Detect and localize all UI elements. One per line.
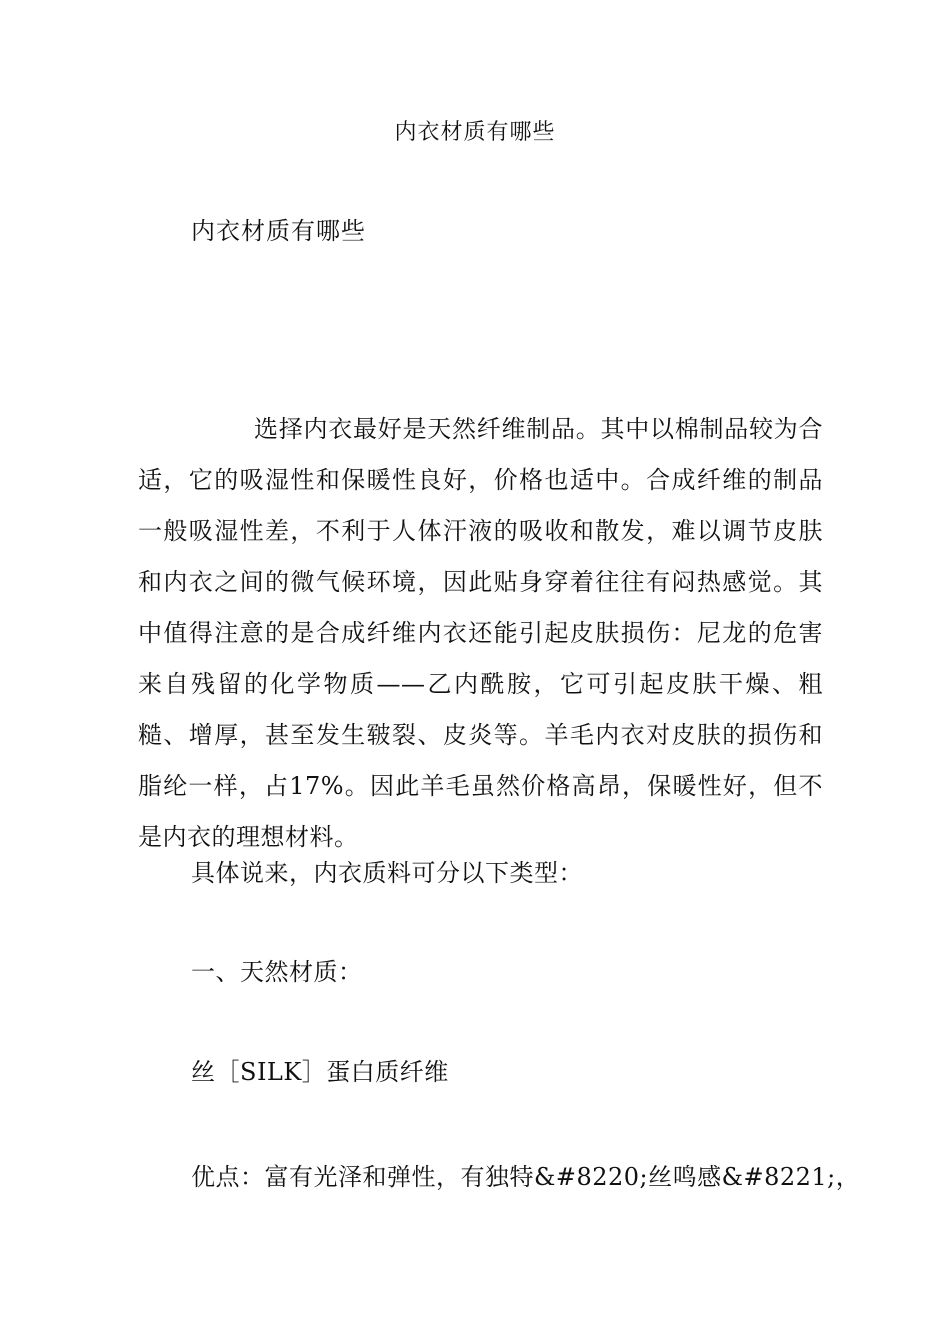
section-heading-natural: 一、天然材质： — [191, 958, 363, 986]
silk-pros-line: 优点：富有光泽和弹性，有独特&#8220;丝鸣感&#8221;， — [191, 1163, 861, 1191]
intro-paragraph: 选择内衣最好是天然纤维制品。其中以棉制品较为合适，它的吸湿性和保暖性良好，价格也适中。合成纤维的制品一般吸湿性差，不利于人体汗液的吸收和散发，难以调节皮肤和内衣之间的微气候环境，因此贴身穿着往往有闷热感觉。其中值得注意的是合成纤维内衣还能引起皮肤损伤：尼龙的危害来自残留的化学物质——乙内酰胺，它可引起皮肤干燥、粗糙、增厚，甚至发生皲裂、皮炎等。羊毛内衣对皮肤的损伤和脂纶一样，占17%。因此羊毛虽然价格高昂，保暖性好，但不是内衣的理想材料。 — [138, 415, 823, 851]
document-subtitle: 内衣材质有哪些 — [191, 217, 366, 245]
types-intro-line: 具体说来，内衣质料可分以下类型： — [191, 859, 583, 887]
document-title: 内衣材质有哪些 — [394, 120, 556, 145]
silk-heading: 丝［SILK］蛋白质纤维 — [191, 1058, 449, 1086]
